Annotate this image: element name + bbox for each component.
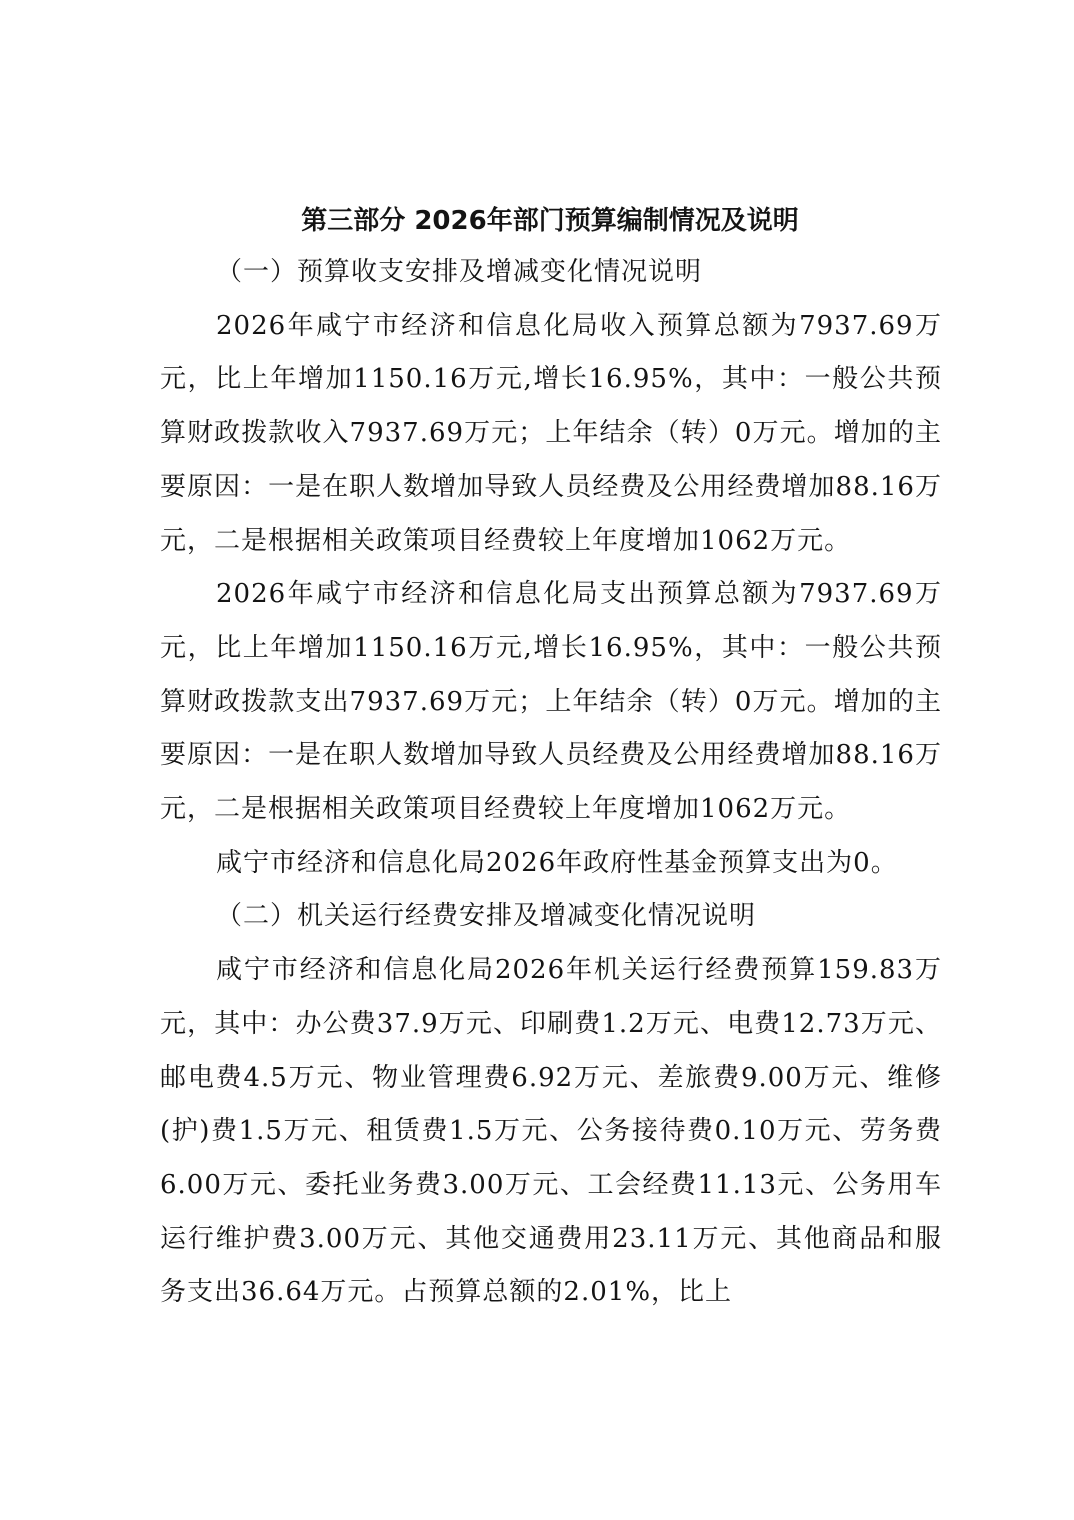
document-title: 第三部分 2026年部门预算编制情况及说明	[301, 206, 799, 236]
paragraph-operating-expenses: 咸宁市经济和信息化局2026年机关运行经费预算159.83万元，其中：办公费37.9万元、印刷费1.2万元、电费12.73万元、邮电费4.5万元、物业管理费6.92万元、差旅费9.00万元、维修(护)费1.5万元、租赁费1.5万元、公务接待费0.10万元、劳务费6.00万元、委托业务费3.00万元、工会经费11.13元、公务用车运行维护费3.00万元、其他交通费用23.11万元、其他商品和服务支出36.64万元。占预算总额的2.01%，比上	[160, 955, 942, 1308]
section-heading-operating-expenses: （二）机关运行经费安排及增减变化情况说明	[216, 901, 757, 932]
section-heading-budget-revenue-expenditure: （一）预算收支安排及增减变化情况说明	[216, 257, 703, 287]
paragraph-government-fund: 咸宁市经济和信息化局2026年政府性基金预算支出为0。	[216, 847, 898, 878]
paragraph-income-budget: 2026年咸宁市经济和信息化局收入预算总额为7937.69万元，比上年增加1150.16万元,增长16.95%，其中：一般公共预算财政拨款收入7937.69万元；上年结余（转）0万元。增加的主要原因：一是在职人数增加导致人员经费及公用经费增加88.16万元，二是根据相关政策项目经费较上年度增加1062万元。	[160, 310, 942, 556]
paragraph-expenditure-budget: 2026年咸宁市经济和信息化局支出预算总额为7937.69万元，比上年增加1150.16万元,增长16.95%，其中：一般公共预算财政拨款支出7937.69万元；上年结余（转）0万元。增加的主要原因：一是在职人数增加导致人员经费及公用经费增加88.16万元，二是根据相关政策项目经费较上年度增加1062万元。	[160, 579, 942, 825]
document-body	[160, 246, 942, 1320]
